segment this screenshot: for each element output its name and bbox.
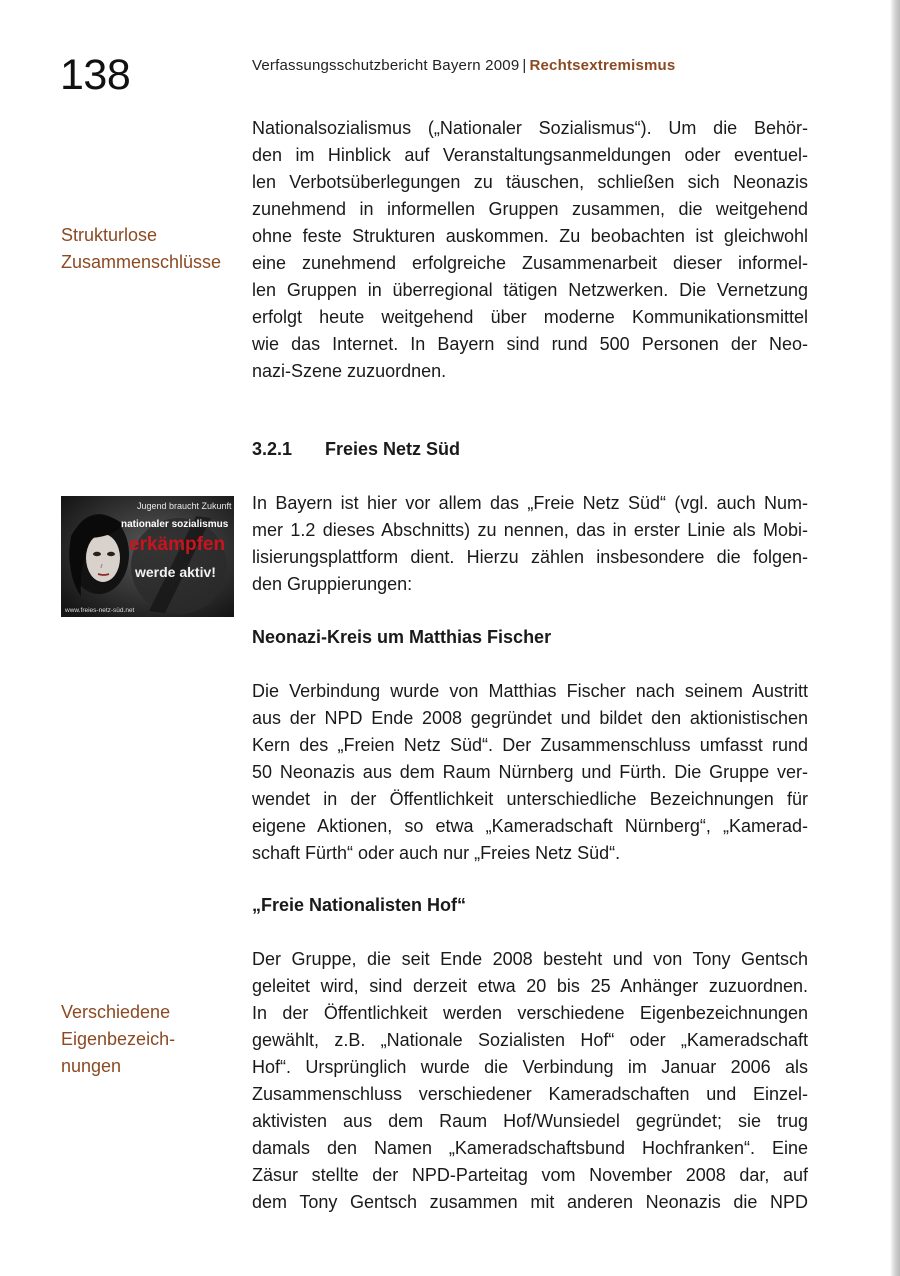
text-line: ohne feste Strukturen auskommen. Zu beobachten ist gleichwohl bbox=[252, 226, 808, 246]
text-line: aktivisten aus dem Raum Hof/Wunsiedel gegründet; sie trug bbox=[252, 1111, 808, 1131]
group2-paragraph bbox=[252, 946, 808, 1216]
text-line: eigene Aktionen, so etwa „Kameradschaft Nürnberg“, „Kamerad- bbox=[252, 816, 808, 836]
fns-paragraph bbox=[252, 490, 808, 598]
margin-note-line: Eigenbezeich- bbox=[61, 1029, 176, 1049]
text-line: Die Verbindung wurde von Matthias Fischer nach seinem Austritt bbox=[252, 681, 808, 701]
text-line: Zäsur stellte der NPD-Parteitag vom November 2008 dar, auf bbox=[252, 1165, 808, 1185]
subsection-title: Freies Netz Süd bbox=[325, 439, 461, 459]
intro-paragraph bbox=[252, 115, 808, 385]
section-title: Rechtsextremismus bbox=[529, 57, 676, 74]
text-line: len Gruppen in überregional tätigen Netzwerken. Die Vernetzung bbox=[252, 280, 808, 300]
page-number: 138 bbox=[60, 51, 131, 99]
text-line: eine zunehmend erfolgreiche Zusammenarbeit dieser informel- bbox=[252, 253, 808, 273]
poster-line-4: werde aktiv! bbox=[135, 564, 216, 580]
text-line: den im Hinblick auf Veranstaltungsanmeldungen oder eventuel- bbox=[252, 145, 808, 165]
margin-note-line: Strukturlose bbox=[61, 225, 158, 245]
text-line: nazi-Szene zuzuordnen. bbox=[252, 361, 447, 381]
poster-line-3: erkämpfen bbox=[129, 534, 226, 555]
poster-url: www.freies-netz-süd.net bbox=[65, 607, 135, 614]
running-head bbox=[252, 57, 675, 75]
margin-note-structureless bbox=[61, 222, 221, 276]
text-line: In der Öffentlichkeit werden verschiedene Eigenbezeichnungen bbox=[252, 1003, 808, 1023]
margin-note-line: Zusammenschlüsse bbox=[61, 252, 222, 272]
margin-note-line: Verschiedene bbox=[61, 1002, 171, 1022]
text-line: gewählt, z.B. „Nationale Sozialisten Hof“ oder „Kameradschaft bbox=[252, 1030, 808, 1050]
text-line: zunehmend in informellen Gruppen zusammen, die weitgehend bbox=[252, 199, 808, 219]
margin-note-various-names bbox=[61, 999, 175, 1080]
group1-paragraph bbox=[252, 678, 808, 867]
text-line: 50 Neonazis aus dem Raum Nürnberg und Fürth. Die Gruppe ver- bbox=[252, 762, 808, 782]
subsection-number: 3.2.1 bbox=[252, 439, 293, 459]
poster-graphic bbox=[61, 496, 234, 617]
text-line: Kern des „Freien Netz Süd“. Der Zusammenschluss umfasst rund bbox=[252, 735, 808, 755]
poster-line-1: Jugend braucht Zukunft bbox=[137, 501, 232, 511]
publication-title: Verfassungsschutzbericht Bayern 2009 bbox=[252, 57, 520, 74]
group1-heading: Neonazi-Kreis um Matthias Fischer bbox=[252, 627, 552, 647]
text-line: Zusammenschluss verschiedener Kameradschaften und Einzel- bbox=[252, 1084, 808, 1104]
text-line: geleitet wird, sind derzeit etwa 20 bis 25 Anhänger zuzuordnen. bbox=[252, 976, 808, 996]
header-separator: | bbox=[522, 57, 527, 74]
text-line: wie das Internet. In Bayern sind rund 500 Personen der Neo- bbox=[252, 334, 808, 354]
text-line: erfolgt heute weitgehend über moderne Kommunikationsmittel bbox=[252, 307, 808, 327]
text-line: schaft Fürth“ oder auch nur „Freies Netz Süd“. bbox=[252, 843, 621, 863]
text-line: Der Gruppe, die seit Ende 2008 besteht und von Tony Gentsch bbox=[252, 949, 808, 969]
text-line: dem Tony Gentsch zusammen mit anderen Neonazis die NPD bbox=[252, 1192, 808, 1212]
text-line: aus der NPD Ende 2008 gegründet und bildet den aktionistischen bbox=[252, 708, 808, 728]
text-line: In Bayern ist hier vor allem das „Freie Netz Süd“ (vgl. auch Num- bbox=[252, 493, 808, 513]
text-line: lisierungsplattform dient. Hierzu zählen insbesondere die folgen- bbox=[252, 547, 808, 567]
text-line: den Gruppierungen: bbox=[252, 574, 413, 594]
text-line: Nationalsozialismus („Nationaler Sozialismus“). Um die Behör- bbox=[252, 118, 808, 138]
poster-line-2: nationaler sozialismus bbox=[121, 519, 229, 530]
text-line: damals den Namen „Kameradschaftsbund Hochfranken“. Eine bbox=[252, 1138, 808, 1158]
text-line: wendet in der Öffentlichkeit unterschiedliche Bezeichnungen für bbox=[252, 789, 808, 809]
poster-image bbox=[61, 496, 234, 617]
group2-heading: „Freie Nationalisten Hof“ bbox=[252, 895, 467, 915]
subsection-heading bbox=[252, 436, 808, 463]
margin-note-line: nungen bbox=[61, 1056, 122, 1076]
text-line: mer 1.2 dieses Abschnitts) zu nennen, das in erster Linie als Mobi- bbox=[252, 520, 808, 540]
text-line: Hof“. Ursprünglich wurde die Verbindung im Januar 2006 als bbox=[252, 1057, 808, 1077]
text-line: len Verbotsüberlegungen zu täuschen, schließen sich Neonazis bbox=[252, 172, 808, 192]
page-edge-shadow bbox=[890, 0, 900, 1276]
